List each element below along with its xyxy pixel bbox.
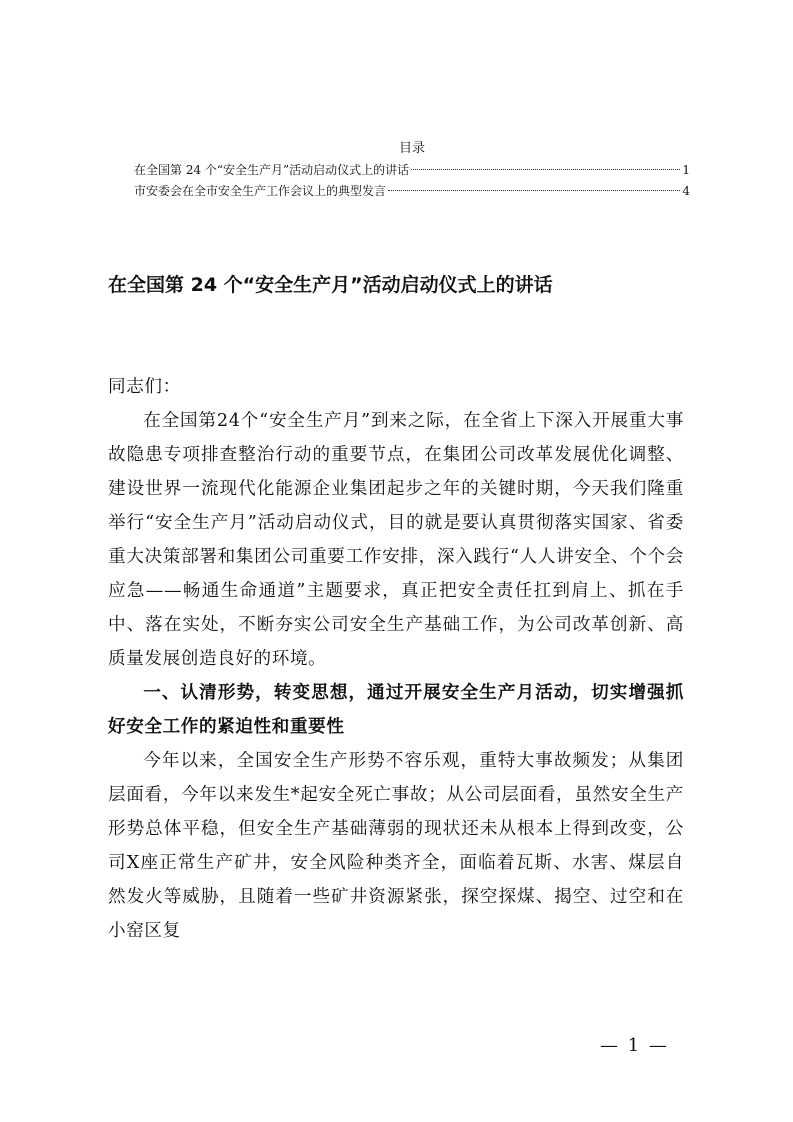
toc-entry[interactable] [134, 160, 690, 181]
body-paragraph: 在全国第24个“安全生产月”到来之际，在全省上下深入开展重大事故隐患专项排查整治行动的重要节点，在集团公司改革发展优化调整、建设世界一流现代化能源企业集团起步之年的关键时期，今天我们隆重举行“安全生产月”活动启动仪式，目的就是要认真贯彻落实国家、省委重大决策部署和集团公司重要工作安排，深入践行“人人讲安全、个个会应急——畅通生命通道”主题要求，真正把安全责任扛到肩上、抓在手中、落在实处，不断夯实公司安全生产基础工作，为公司改革创新、高质量发展创造良好的环境。 [108, 411, 684, 669]
table-of-contents [134, 140, 690, 202]
toc-entry[interactable] [134, 181, 690, 202]
toc-title: 目录 [398, 141, 425, 156]
salutation: 同志们： [108, 377, 181, 397]
toc-entry-text: 在全国第 24 个“安全生产月”活动启动仪式上的讲话 [134, 163, 410, 177]
document-body [108, 370, 684, 948]
document-title: 在全国第 24 个“安全生产月”活动启动仪式上的讲话 [108, 274, 553, 296]
toc-entry-page: 1 [682, 163, 690, 177]
toc-entry-page: 4 [682, 184, 690, 198]
toc-leader-dots [388, 190, 680, 191]
toc-entry-text: 市安委会在全市安全生产工作会议上的典型发言 [134, 184, 387, 198]
section-heading: 一、认清形势，转变思想，通过开展安全生产月活动，切实增强抓好安全工作的紧迫性和重要性 [108, 683, 684, 737]
toc-leader-dots [411, 169, 680, 170]
page-number: — 1 — [600, 1035, 669, 1056]
body-paragraph: 今年以来，全国安全生产形势不容乐观，重特大事故频发；从集团层面看，今年以来发生*起安全死亡事故；从公司层面看，虽然安全生产形势总体平稳，但安全生产基础薄弱的现状还未从根本上得到改变，公司X座正常生产矿井，安全风险种类齐全，面临着瓦斯、水害、煤层自然发火等威胁，且随着一些矿井资源紧张，探空探煤、揭空、过空和在小窑区复 [108, 751, 684, 941]
